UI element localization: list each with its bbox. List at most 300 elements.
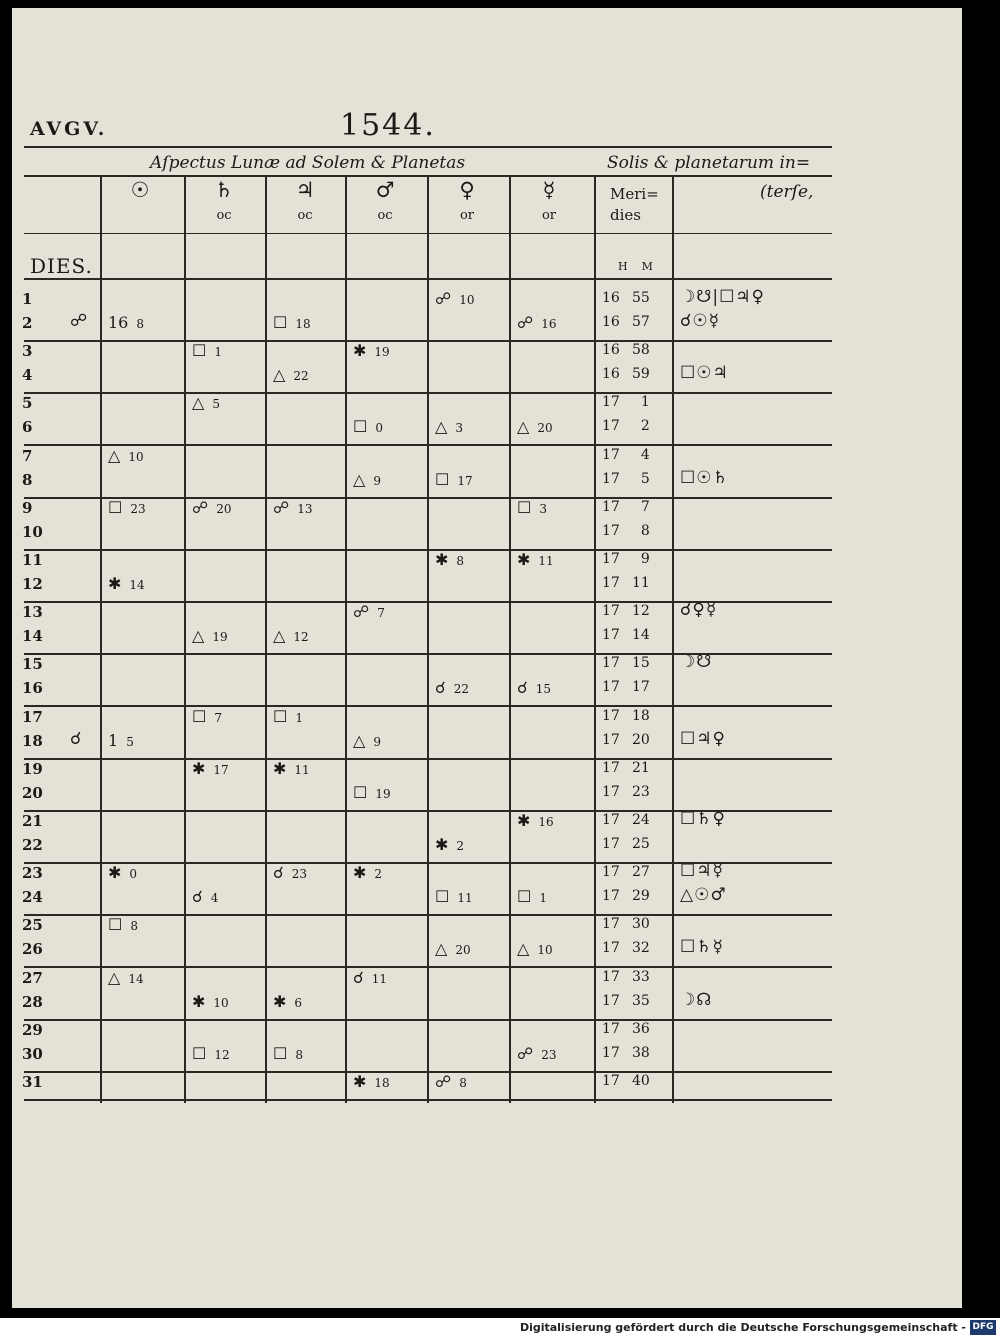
aspect-entry <box>273 992 339 1011</box>
planet-symbol-1: ♄ <box>214 178 234 202</box>
aspect-glyph: △ <box>353 469 366 489</box>
hour-value: 17 <box>602 864 620 881</box>
transit-note: ☐♄☿ <box>680 937 724 958</box>
planet-motion-5: or <box>541 208 557 223</box>
meridian-time <box>602 523 650 539</box>
minute-value: 32 <box>632 940 650 957</box>
hour-value: 16 <box>602 366 620 383</box>
aspect-entry <box>353 470 419 489</box>
aspect-hour: 9 <box>373 734 381 749</box>
aspect-glyph: ☐ <box>435 469 450 489</box>
aspect-hour: 17 <box>457 473 473 488</box>
aspect-glyph: 1 <box>108 730 119 750</box>
aspect-entry <box>108 968 174 987</box>
aspect-entry <box>353 602 419 621</box>
hour-value: 16 <box>602 314 620 330</box>
hm-label: H M <box>618 260 653 273</box>
dies-rule <box>24 278 832 280</box>
aspect-entry <box>273 759 339 778</box>
aspect-glyph: ☌ <box>273 863 284 883</box>
footer-bar <box>0 1318 1000 1339</box>
aspects-header: Aſpectus Lunæ ad Solem & Planetas <box>150 153 466 173</box>
aspect-glyph: ☍ <box>435 289 452 308</box>
minute-value: 8 <box>640 522 650 539</box>
aspect-hour: 2 <box>374 867 383 882</box>
aspect-entry <box>517 550 583 569</box>
aspect-glyph: ☐ <box>192 341 207 361</box>
meridian-time <box>602 1073 650 1089</box>
aspect-entry <box>273 626 339 645</box>
transit-note: ☐♄♀ <box>680 809 726 829</box>
minute-value: 7 <box>640 498 650 515</box>
aspect-entry <box>517 417 583 436</box>
planet-motion-1: oc <box>216 208 232 223</box>
hour-value: 17 <box>602 470 620 487</box>
aspect-hour: 5 <box>212 397 220 412</box>
meridian-time <box>602 394 650 410</box>
aspect-hour: 14 <box>128 971 144 986</box>
aspect-hour: 10 <box>213 995 229 1010</box>
aspect-hour: 17 <box>213 762 229 777</box>
minute-value: 11 <box>632 575 650 591</box>
row-separator <box>24 1019 832 1021</box>
aspect-glyph: △ <box>517 939 530 959</box>
aspect-entry <box>517 811 583 830</box>
minute-value: 58 <box>632 342 650 359</box>
aspect-entry <box>435 835 501 854</box>
month-heading: AVGV. <box>30 118 108 140</box>
aspect-glyph: ☐ <box>273 313 288 332</box>
aspect-entry <box>192 498 258 517</box>
aspect-hour: 16 <box>538 815 554 829</box>
aspect-glyph: ✱ <box>353 863 367 883</box>
aspect-glyph: △ <box>273 365 286 385</box>
day-number: 3 <box>22 342 33 361</box>
hour-value: 16 <box>602 342 620 359</box>
aspect-entry <box>435 550 501 569</box>
aspect-glyph: ☐ <box>353 417 368 437</box>
meridian-time <box>602 1045 650 1061</box>
aspect-glyph: ☍ <box>353 602 370 622</box>
aspect-hour: 3 <box>539 501 547 516</box>
year-heading: 1544. <box>340 108 436 143</box>
aspect-hour: 12 <box>214 1047 230 1062</box>
meridian-time <box>602 627 650 643</box>
hour-value: 17 <box>602 1073 620 1089</box>
day-number: 28 <box>22 992 43 1011</box>
meridian-time <box>602 471 650 487</box>
aspect-glyph: △ <box>353 730 366 750</box>
aspect-entry <box>108 863 174 882</box>
hour-value: 17 <box>602 1044 620 1061</box>
aspect-hour: 10 <box>459 293 475 307</box>
minute-value: 5 <box>640 470 650 487</box>
meridian-time <box>602 314 650 330</box>
aspect-hour: 0 <box>375 421 383 436</box>
minute-value: 1 <box>640 394 650 411</box>
meridies-label: Meri= dies <box>610 185 659 224</box>
aspect-hour: 23 <box>130 501 146 516</box>
meridian-time <box>602 290 650 306</box>
minute-value: 55 <box>632 290 650 306</box>
aspect-glyph: ☍ <box>273 497 290 517</box>
aspect-entry <box>517 313 583 332</box>
hour-value: 17 <box>602 759 620 776</box>
dfg-logo: DFG <box>970 1320 996 1335</box>
aspect-entry <box>435 470 501 489</box>
aspect-entry <box>435 289 501 308</box>
hour-value: 17 <box>602 679 620 696</box>
day-number: 29 <box>22 1020 43 1039</box>
aspect-hour: 20 <box>537 421 553 436</box>
day-lead-symbol: ☍ <box>70 311 89 331</box>
aspect-entry <box>435 678 501 697</box>
aspect-entry <box>273 707 339 726</box>
aspect-glyph: ✱ <box>192 991 206 1011</box>
hour-value: 17 <box>602 836 620 852</box>
hour-value: 17 <box>602 783 620 800</box>
aspect-entry <box>435 939 501 958</box>
aspect-hour: 11 <box>371 971 388 986</box>
aspect-entry <box>108 915 174 934</box>
meridian-time <box>602 655 650 671</box>
aspect-entry <box>353 863 419 882</box>
row-separator <box>24 1099 832 1101</box>
aspect-glyph: ☐ <box>192 706 207 726</box>
day-number: 30 <box>22 1044 43 1063</box>
aspect-glyph: ✱ <box>353 1072 367 1091</box>
planet-symbol-3: ♂ <box>375 178 395 202</box>
meridian-time <box>602 784 650 800</box>
row-separator <box>24 1071 832 1073</box>
meridian-time <box>602 916 650 932</box>
transit-note: ☽☋ <box>680 652 713 673</box>
minute-value: 18 <box>632 707 650 724</box>
day-number: 18 <box>22 731 43 750</box>
minute-value: 29 <box>632 888 650 905</box>
day-number: 12 <box>22 575 43 593</box>
day-number: 5 <box>22 394 33 413</box>
aspect-hour: 1 <box>214 345 222 360</box>
aspect-hour: 14 <box>129 578 145 592</box>
day-number: 13 <box>22 603 43 622</box>
day-number: 25 <box>22 916 43 935</box>
meridian-time <box>602 969 650 985</box>
meridian-time <box>602 708 650 724</box>
aspect-glyph: ☍ <box>517 1043 534 1063</box>
aspect-hour: 22 <box>293 369 309 384</box>
minute-value: 59 <box>632 366 650 383</box>
hour-value: 17 <box>602 551 620 567</box>
meridian-time <box>602 366 650 382</box>
aspect-entry <box>273 1044 339 1063</box>
aspect-glyph: △ <box>192 626 205 646</box>
planet-motion-4: or <box>459 208 475 223</box>
transit-note: ☽☋|☐♃♀ <box>680 287 765 307</box>
column-line <box>594 176 596 1103</box>
aspect-glyph: ✱ <box>435 835 449 854</box>
book-page <box>12 8 962 1308</box>
day-number: 10 <box>22 522 43 541</box>
minute-value: 21 <box>632 759 650 776</box>
aspect-glyph: ☌ <box>517 678 528 698</box>
aspect-glyph: ☍ <box>517 313 534 332</box>
aspect-hour: 19 <box>374 345 390 360</box>
minute-value: 20 <box>632 731 650 748</box>
aspect-entry <box>353 731 419 750</box>
aspect-entry <box>108 446 174 465</box>
day-number: 8 <box>22 470 33 489</box>
aspect-glyph: △ <box>192 393 205 413</box>
aspect-entry <box>517 678 583 697</box>
aspect-glyph: 16 <box>108 313 129 332</box>
aspect-hour: 0 <box>129 867 138 882</box>
minute-value: 33 <box>632 968 650 985</box>
day-lead-symbol: ☌ <box>70 728 83 749</box>
hour-value: 17 <box>602 498 620 515</box>
aspect-glyph: ☌ <box>192 887 203 907</box>
aspect-glyph: ✱ <box>273 758 287 778</box>
hour-value: 17 <box>602 655 620 672</box>
day-number: 11 <box>22 551 43 569</box>
aspect-hour: 8 <box>295 1047 303 1062</box>
meridian-time <box>602 342 650 358</box>
minute-value: 57 <box>632 314 650 330</box>
column-line <box>345 176 347 1103</box>
aspect-glyph: ☐ <box>192 1043 207 1063</box>
day-number: 6 <box>22 418 33 437</box>
transit-note: △☉♂ <box>680 885 727 906</box>
minute-value: 17 <box>632 679 650 696</box>
day-number: 14 <box>22 627 43 646</box>
aspect-glyph: ☐ <box>273 706 288 726</box>
aspect-hour: 6 <box>294 995 303 1010</box>
hour-value: 17 <box>602 968 620 985</box>
aspect-hour: 7 <box>214 710 222 725</box>
aspect-hour: 10 <box>537 943 553 958</box>
minute-value: 23 <box>632 783 650 800</box>
aspect-hour: 7 <box>377 606 385 621</box>
day-number: 17 <box>22 707 43 726</box>
aspect-glyph: ☍ <box>435 1072 452 1091</box>
hour-value: 17 <box>602 888 620 905</box>
aspect-entry <box>517 498 583 517</box>
planet-motion-2: oc <box>297 208 313 223</box>
aspect-hour: 8 <box>456 554 465 568</box>
minute-value: 27 <box>632 864 650 881</box>
aspect-entry <box>192 992 258 1011</box>
hour-value: 17 <box>602 418 620 435</box>
transits-header: Solis & planetarum in= <box>607 153 811 173</box>
footer-text: Digitalisierung gefördert durch die Deutsche Forschungsgemeinschaft - <box>519 1321 966 1334</box>
day-number: 22 <box>22 836 43 854</box>
day-number: 19 <box>22 759 43 778</box>
hour-value: 17 <box>602 603 620 620</box>
dies-label: DIES. <box>30 254 93 278</box>
aspect-entry <box>517 939 583 958</box>
minute-value: 40 <box>632 1073 650 1089</box>
meridian-time <box>602 888 650 904</box>
aspect-hour: 2 <box>456 839 465 853</box>
aspect-hour: 3 <box>455 421 463 436</box>
aspect-entry <box>108 313 174 332</box>
aspect-hour: 9 <box>373 473 381 488</box>
transit-note: ☐♃♀ <box>680 728 726 749</box>
aspect-glyph: ☌ <box>353 967 364 987</box>
aspect-glyph: △ <box>108 445 121 465</box>
aspect-entry <box>192 1044 258 1063</box>
planet-symbol-4: ♀ <box>459 178 475 202</box>
meridian-time <box>602 760 650 776</box>
aspect-hour: 18 <box>295 317 311 331</box>
aspect-entry <box>192 341 258 360</box>
row-separator <box>24 392 832 394</box>
row-separator <box>24 705 832 707</box>
aspect-glyph: ✱ <box>108 863 122 883</box>
aspect-entry <box>353 341 419 360</box>
hour-value: 16 <box>602 290 620 306</box>
aspect-glyph: ☐ <box>108 497 123 517</box>
day-number: 7 <box>22 446 33 465</box>
aspect-glyph: ✱ <box>435 550 449 569</box>
hour-value: 17 <box>602 812 620 828</box>
day-number: 26 <box>22 940 43 959</box>
minute-value: 30 <box>632 916 650 933</box>
planet-motion-3: oc <box>377 208 393 223</box>
aspect-hour: 10 <box>128 449 144 464</box>
aspect-entry <box>353 417 419 436</box>
minute-value: 14 <box>632 627 650 644</box>
day-number: 27 <box>22 968 43 987</box>
meridian-time <box>602 447 650 463</box>
aspect-entry <box>517 1044 583 1063</box>
aspect-glyph: ☐ <box>517 497 532 517</box>
transit-note: ☐☉♄ <box>680 467 729 488</box>
aspect-hour: 23 <box>291 867 308 882</box>
minute-value: 35 <box>632 992 650 1009</box>
aspect-entry <box>435 1072 501 1091</box>
aspect-hour: 11 <box>294 762 310 777</box>
aspect-entry <box>273 313 339 332</box>
aspect-hour: 13 <box>297 501 313 516</box>
day-number: 4 <box>22 366 33 385</box>
aspect-hour: 8 <box>136 317 144 331</box>
minute-value: 38 <box>632 1044 650 1061</box>
meridian-time <box>602 575 650 591</box>
column-line <box>509 176 511 1103</box>
aspect-hour: 11 <box>538 554 554 568</box>
aspect-entry <box>192 759 258 778</box>
transit-note: ☐♃☿ <box>680 861 724 882</box>
meridian-time <box>602 1021 650 1037</box>
meridian-time <box>602 499 650 515</box>
minute-value: 9 <box>640 551 650 567</box>
aspect-hour: 19 <box>212 630 228 645</box>
aspect-hour: 5 <box>126 734 134 749</box>
top-rule <box>24 146 832 148</box>
aspect-glyph: △ <box>108 967 121 987</box>
day-number: 21 <box>22 812 43 830</box>
minute-value: 4 <box>640 446 650 463</box>
aspect-glyph: ✱ <box>108 574 122 593</box>
meridian-time <box>602 603 650 619</box>
minute-value: 25 <box>632 836 650 852</box>
header-rule <box>24 175 832 177</box>
minute-value: 12 <box>632 603 650 620</box>
day-number: 2 <box>22 314 33 332</box>
aspect-hour: 15 <box>535 682 552 697</box>
aspect-glyph: ☐ <box>108 915 123 935</box>
minute-value: 15 <box>632 655 650 672</box>
hour-value: 17 <box>602 446 620 463</box>
aspect-glyph: △ <box>435 939 448 959</box>
column-line <box>265 176 267 1103</box>
day-number: 9 <box>22 498 33 517</box>
day-number: 16 <box>22 679 43 698</box>
meridian-time <box>602 418 650 434</box>
minute-value: 36 <box>632 1020 650 1037</box>
meridian-time <box>602 551 650 567</box>
planet-symbol-0: ☉ <box>130 178 150 202</box>
day-number: 31 <box>22 1073 43 1091</box>
row-separator <box>24 340 832 342</box>
aspect-glyph: ✱ <box>273 991 287 1011</box>
aspect-glyph: ☌ <box>435 678 446 698</box>
transit-note: ☐☉♃ <box>680 363 729 384</box>
meridian-time <box>602 679 650 695</box>
aspect-hour: 16 <box>541 317 557 331</box>
hour-value: 17 <box>602 992 620 1009</box>
aspect-entry <box>353 968 419 987</box>
aspect-entry <box>435 887 501 906</box>
aspect-hour: 8 <box>459 1076 467 1090</box>
day-number: 20 <box>22 783 43 802</box>
aspect-glyph: ✱ <box>353 341 367 361</box>
aspect-entry <box>192 626 258 645</box>
aspect-glyph: ☐ <box>517 887 532 907</box>
aspect-entry <box>108 574 174 593</box>
aspect-entry <box>192 887 258 906</box>
row-separator <box>24 549 832 551</box>
aspect-glyph: ☐ <box>435 887 450 907</box>
hour-value: 17 <box>602 1020 620 1037</box>
day-number: 23 <box>22 864 43 883</box>
column-line <box>672 176 674 1103</box>
transit-note: ☌☉☿ <box>680 311 721 331</box>
aspect-glyph: △ <box>517 417 530 437</box>
aspect-glyph: ☐ <box>273 1043 288 1063</box>
minute-value: 24 <box>632 812 650 828</box>
aspect-hour: 23 <box>541 1047 557 1062</box>
aspect-hour: 20 <box>455 943 471 958</box>
hour-value: 17 <box>602 627 620 644</box>
meridian-time <box>602 940 650 956</box>
meridian-time <box>602 864 650 880</box>
aspect-entry <box>192 393 258 412</box>
aspect-hour: 20 <box>216 501 232 516</box>
row-separator <box>24 758 832 760</box>
column-line <box>184 176 186 1103</box>
day-number: 24 <box>22 888 43 907</box>
aspect-glyph: ✱ <box>517 550 531 569</box>
header-rule-2 <box>24 233 832 234</box>
aspect-hour: 1 <box>295 710 303 725</box>
aspect-glyph: ✱ <box>192 758 206 778</box>
aspect-glyph: ☐ <box>353 782 368 802</box>
planet-symbol-2: ♃ <box>295 178 315 202</box>
aspect-hour: 22 <box>453 682 470 697</box>
aspect-glyph: △ <box>273 626 286 646</box>
